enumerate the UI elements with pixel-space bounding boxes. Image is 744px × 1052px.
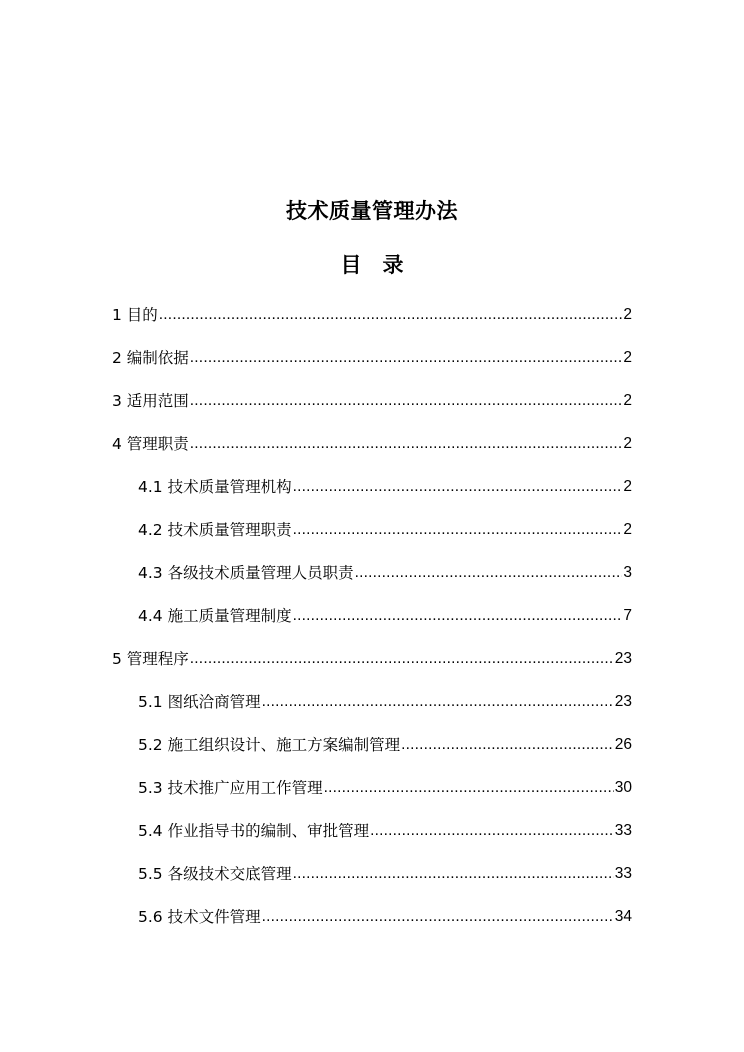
toc-entry-label: 5.4 作业指导书的编制、审批管理 [138, 822, 370, 840]
toc-entry-5-3[interactable] [138, 776, 632, 800]
toc-dot-leader [370, 819, 614, 843]
toc-dot-leader [293, 862, 614, 886]
toc-entry-label: 5.3 技术推广应用工作管理 [138, 779, 323, 797]
toc-page-number: 2 [623, 306, 632, 323]
toc-entry-label: 5.6 技术文件管理 [138, 908, 261, 926]
toc-entry-label: 5 管理程序 [112, 650, 189, 668]
toc-dot-leader [159, 303, 623, 327]
toc-entry-4-2[interactable] [138, 518, 632, 542]
toc-entry-2[interactable] [112, 346, 632, 370]
toc-page-number: 30 [614, 779, 632, 796]
toc-entry-5-5[interactable] [138, 862, 632, 886]
toc-dot-leader [190, 389, 623, 413]
toc-entry-label: 4.1 技术质量管理机构 [138, 478, 292, 496]
toc-dot-leader [293, 518, 623, 542]
toc-entry-4-3[interactable] [138, 561, 632, 585]
toc-entry-label: 4 管理职责 [112, 435, 189, 453]
toc-entry-label: 5.2 施工组织设计、施工方案编制管理 [138, 736, 401, 754]
toc-entry-5-6[interactable] [138, 905, 632, 929]
toc-dot-leader [293, 604, 623, 628]
toc-entry-4-1[interactable] [138, 475, 632, 499]
toc-page-number: 23 [614, 693, 632, 710]
toc-entry-label: 5.1 图纸洽商管理 [138, 693, 261, 711]
toc-entry-label: 4.3 各级技术质量管理人员职责 [138, 564, 354, 582]
toc-dot-leader [324, 776, 614, 800]
toc-entry-5-4[interactable] [138, 819, 632, 843]
toc-entry-1[interactable] [112, 303, 632, 327]
toc-dot-leader [190, 647, 614, 671]
toc-entry-5[interactable] [112, 647, 632, 671]
toc-dot-leader [262, 905, 614, 929]
toc-page-number: 34 [614, 908, 632, 925]
toc-page-number: 26 [614, 736, 632, 753]
toc-page-number: 33 [614, 822, 632, 839]
toc-page-number: 2 [623, 521, 632, 538]
toc-entry-4-4[interactable] [138, 604, 632, 628]
toc-entry-3[interactable] [112, 389, 632, 413]
toc-dot-leader [401, 733, 614, 757]
toc-entry-label: 4.4 施工质量管理制度 [138, 607, 292, 625]
toc-entry-label: 3 适用范围 [112, 392, 189, 410]
toc-dot-leader [262, 690, 614, 714]
toc-page-number: 33 [614, 865, 632, 882]
toc-page-number: 2 [623, 349, 632, 366]
toc-page-number: 3 [623, 564, 632, 581]
toc-page-number: 2 [623, 478, 632, 495]
toc-entry-label: 5.5 各级技术交底管理 [138, 865, 292, 883]
toc-dot-leader [293, 475, 623, 499]
toc-entry-label: 2 编制依据 [112, 349, 189, 367]
toc-entry-4[interactable] [112, 432, 632, 456]
toc-entry-5-1[interactable] [138, 690, 632, 714]
toc-page-number: 2 [623, 435, 632, 452]
toc-dot-leader [190, 432, 623, 456]
toc-heading: 目 录 [340, 253, 404, 277]
toc-dot-leader [190, 346, 623, 370]
toc-entry-5-2[interactable] [138, 733, 632, 757]
toc-page-number: 2 [623, 392, 632, 409]
document-title: 技术质量管理办法 [286, 199, 458, 223]
toc-dot-leader [355, 561, 623, 585]
toc-page-number: 7 [623, 607, 632, 624]
toc-entry-label: 4.2 技术质量管理职责 [138, 521, 292, 539]
toc-page-number: 23 [614, 650, 632, 667]
toc-entry-label: 1 目的 [112, 306, 158, 324]
